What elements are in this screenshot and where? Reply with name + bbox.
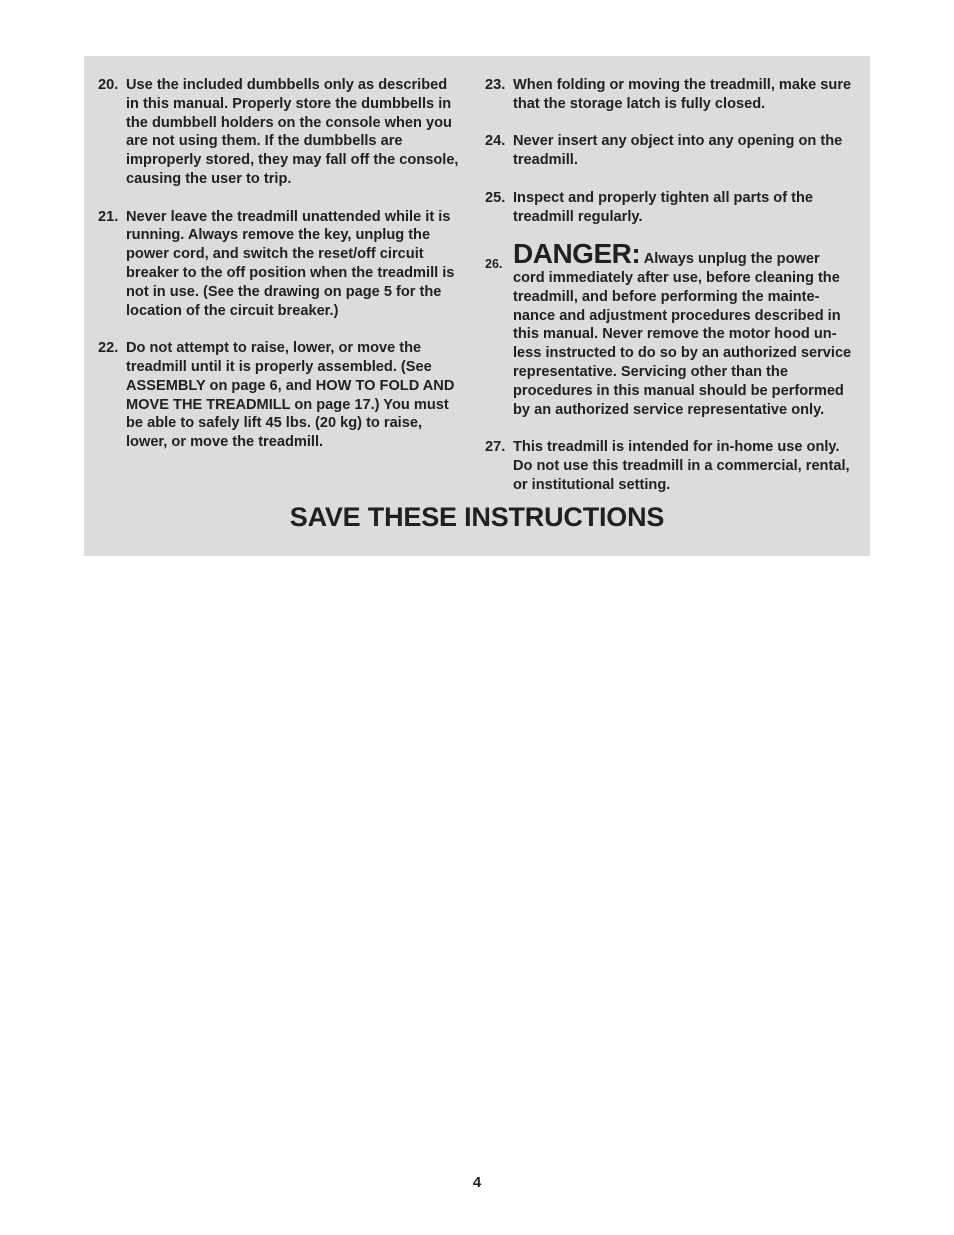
page-number: 4	[472, 1174, 482, 1191]
item-text: When folding or moving the treadmill, make sure that the storage latch is fully closed.	[513, 77, 852, 112]
item-text: Do not attempt to raise, lower, or move the treadmill until it is properly assembled. (See ASSEMBLY on page 6, and HOW TO FOLD AND MOVE THE TREADMILL on page 17.) You must be able to safely lift 45 lbs. (20 kg) to raise, lower, or move the treadmill.	[126, 340, 455, 451]
instruction-item-22	[98, 339, 464, 452]
item-number: 20.	[98, 77, 119, 93]
item-number: 22.	[98, 340, 119, 357]
item-number: 21.	[98, 208, 119, 225]
item-text: Always unplug the power cord immediately after use, before cleaning the treadmill, and before performing the maintenance and adjustment procedures described in this manual. Never remove the motor hood unless instructed to do so by an authorized service representative. Servicing other than the procedures in this manual should be performed by an authorized service representative only.	[513, 251, 852, 418]
danger-label: DANGER:	[513, 238, 641, 270]
item-number: 23.	[485, 77, 506, 93]
right-column	[485, 76, 855, 513]
item-text: Use the included dumbbells only as described in this manual. Properly store the dumbbells in the dumbbell holders on the console when you are not using them. If the dumbbells are improperly stored, they may fall off the console, causing the user to trip.	[126, 77, 459, 187]
item-number: 26.	[485, 257, 503, 272]
instruction-item-26-danger	[485, 238, 855, 419]
instruction-item-20	[98, 76, 464, 189]
left-column	[98, 76, 464, 471]
safety-instructions-panel	[84, 56, 870, 556]
instruction-item-23	[485, 76, 855, 114]
item-number: 27.	[485, 439, 506, 456]
instruction-item-25	[485, 189, 855, 227]
item-number: 25.	[485, 189, 506, 206]
save-instructions-heading: SAVE THESE INSTRUCTIONS	[289, 502, 665, 532]
instruction-item-21	[98, 208, 464, 321]
instruction-item-24	[485, 132, 855, 170]
item-text: Inspect and properly tighten all parts of the treadmill regularly.	[513, 189, 814, 225]
item-number: 24.	[485, 133, 506, 150]
item-text: Never leave the treadmill unattended while it is running. Always remove the key, unplug the power cord, and switch the reset/off circuit breaker to the off position when the treadmill is not in use. (See the drawing on page 5 for the location of the circuit breaker.)	[126, 208, 455, 319]
item-text: Never insert any object into any opening on the treadmill.	[513, 133, 843, 169]
instruction-item-27	[485, 438, 855, 494]
item-text: This treadmill is intended for in-home use only. Do not use this treadmill in a commercial, rental, or institutional setting.	[513, 439, 850, 493]
